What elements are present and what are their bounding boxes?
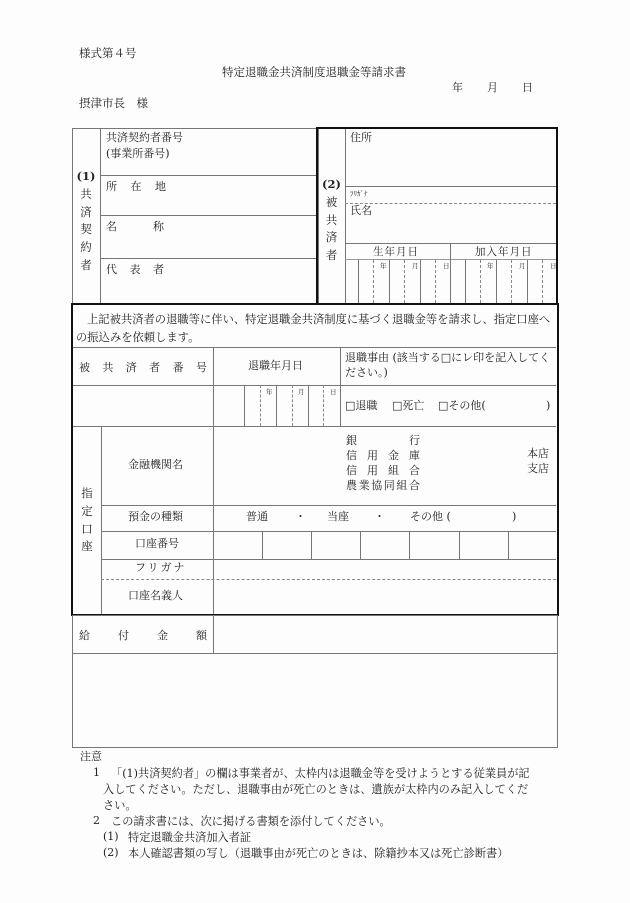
contractor-number-field[interactable]	[190, 128, 316, 174]
address-label: 住所	[350, 131, 372, 144]
deposit-type-separator: ・	[295, 510, 306, 523]
birth-day-label: 日	[443, 262, 450, 270]
reason-retirement-checkbox[interactable]: □退職	[345, 399, 378, 412]
applicant-section	[71, 303, 559, 616]
note-text: 入してください。ただし、退職事由が死亡のときは、遺族が太枠内のみ記入してくだ	[103, 783, 529, 796]
account-number-label: 口座番号	[135, 537, 179, 550]
account-section-label: 指 定 口 座	[81, 486, 93, 554]
retirement-reason-label: 退職事由 (該当する□にレ印を記入してください。)	[345, 351, 551, 380]
location-field[interactable]	[170, 176, 316, 214]
furigana-label: ﾌﾘｶﾞﾅ	[350, 190, 368, 198]
date-year-label: 年	[452, 81, 463, 94]
retirement-day-label: 日	[330, 388, 337, 396]
addressee: 摂津市長 様	[79, 96, 148, 110]
deposit-type-current[interactable]: 当座	[327, 510, 349, 523]
retirement-year-label: 年	[266, 388, 273, 396]
page-title: 特定退職金共済制度退職金等請求書	[222, 65, 406, 79]
insured-section	[316, 127, 558, 305]
deposit-type-ordinary[interactable]: 普通	[246, 510, 268, 523]
name-label: 氏名	[350, 204, 372, 217]
contractor-number-label: 共済契約者番号	[106, 131, 183, 144]
join-month-label: 月	[519, 262, 526, 270]
reason-other-close: )	[546, 399, 551, 412]
branch-main-label: 本店	[527, 447, 549, 460]
payment-amount-field[interactable]	[214, 616, 557, 652]
deposit-type-separator: ・	[374, 510, 385, 523]
section-number: (2)	[322, 177, 341, 191]
office-number-label: (事業所番号)	[106, 147, 170, 160]
notes-area	[73, 654, 557, 747]
representative-field[interactable]	[170, 259, 316, 303]
company-name-field[interactable]	[170, 216, 316, 257]
location-label: 所 在 地	[106, 180, 166, 193]
contractor-section-label: (1) 共 済 契 約 者	[72, 168, 100, 275]
reason-death-checkbox[interactable]: □死亡	[392, 399, 425, 412]
insured-number-label: 被 共 済 者 番 号	[79, 361, 207, 374]
retirement-date-label: 退職年月日	[248, 359, 303, 372]
note-text: 「(1)共済契約者」の欄は事業者が、太枠内は退職金等を受けようとする従業員が記	[111, 767, 530, 780]
deposit-type-other-close: )	[512, 510, 517, 523]
reason-other-checkbox[interactable]: □その他(	[438, 399, 486, 412]
sub-note-number: (2)	[103, 846, 119, 859]
bank-name-label: 金融機関名	[128, 458, 183, 471]
join-date-label: 加入年月日	[475, 246, 533, 258]
section-number: (1)	[76, 169, 96, 183]
deposit-type-label: 預金の種類	[128, 510, 183, 523]
sub-note-text: 特定退職金共済加入者証	[128, 831, 252, 844]
note-number: 2	[93, 814, 100, 827]
bank-type-credit-union: 信 用 組 合	[346, 464, 420, 477]
birth-month-label: 月	[412, 262, 419, 270]
bank-type-agricultural-coop: 農 業 協 同 組 合	[346, 479, 420, 492]
sub-note-text: 本人確認書類の写し（退職事由が死亡のときは、除籍抄本又は死亡診断書）	[128, 847, 509, 860]
retirement-month-label: 月	[298, 388, 305, 396]
sub-note-number: (1)	[103, 830, 119, 843]
birth-year-label: 年	[380, 262, 387, 270]
bank-type-shinkin: 信 用 金 庫	[346, 449, 420, 462]
request-statement: 上記被共済者の退職等に伴い、特定退職金共済制度に基づく退職金等を請求し、指定口座への振込みを依頼します。	[76, 313, 551, 345]
form-number: 様式第４号	[79, 46, 137, 60]
note-text: さい。	[103, 799, 137, 812]
join-year-label: 年	[487, 262, 494, 270]
note-text: この請求書には、次に掲げる書類を添付してください。	[111, 815, 391, 828]
join-day-label: 日	[550, 262, 557, 270]
bank-type-bank: 銀 行	[346, 434, 420, 447]
date-day-label: 日	[522, 81, 533, 94]
birth-date-label: 生年月日	[373, 246, 419, 258]
account-furigana-label: フリガナ	[135, 561, 187, 574]
account-holder-label: 口座名義人	[128, 589, 183, 602]
note-number: 1	[93, 766, 100, 779]
branch-sub-label: 支店	[527, 462, 549, 475]
date-month-label: 月	[487, 81, 498, 94]
deposit-type-other[interactable]: その他 (	[410, 510, 451, 523]
notes-title: 注意	[80, 750, 102, 763]
company-name-label: 名 称	[106, 220, 164, 233]
representative-label: 代 表 者	[106, 263, 164, 276]
insured-section-label: (2) 被 共 済 者	[318, 176, 345, 265]
payment-amount-label: 給 付 金 額	[79, 629, 207, 642]
